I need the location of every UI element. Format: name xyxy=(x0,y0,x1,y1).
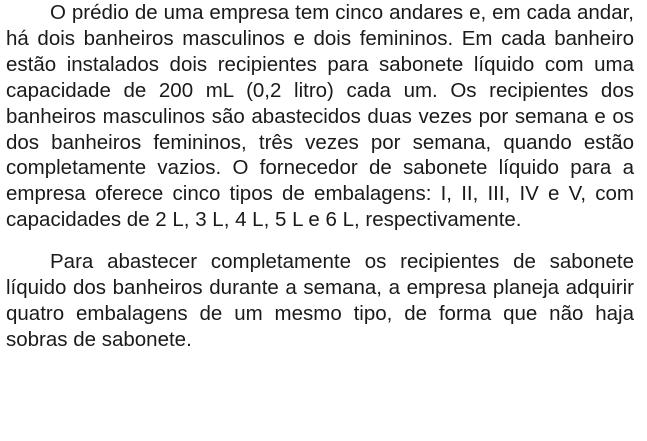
document-body xyxy=(6,0,634,353)
paragraph-question-context: Para abastecer completamente os recipientes de sabonete líquido dos banheiros durante a semana, a empresa planeja adquirir quatro embalagens de um mesmo tipo, de forma que não haja sobras de sabonete. xyxy=(6,250,634,351)
paragraph-problem-statement: O prédio de uma empresa tem cinco andares e, em cada andar, há dois banheiros masculinos e dois femininos. Em cada banheiro estão instalados dois recipientes para sabonete líquido com uma capacidade de 200 mL (0,2 litro) cada um. Os recipientes dos banheiros masculinos são abastecidos duas vezes por semana e os dos banheiros femininos, três vezes por semana, quando estão completamente vazios. O fornecedor de sabonete líquido para a empresa oferece cinco tipos de embalagens: I, II, III, IV e V, com capacidades de 2 L, 3 L, 4 L, 5 L e 6 L, respectivamente. xyxy=(6,1,634,232)
